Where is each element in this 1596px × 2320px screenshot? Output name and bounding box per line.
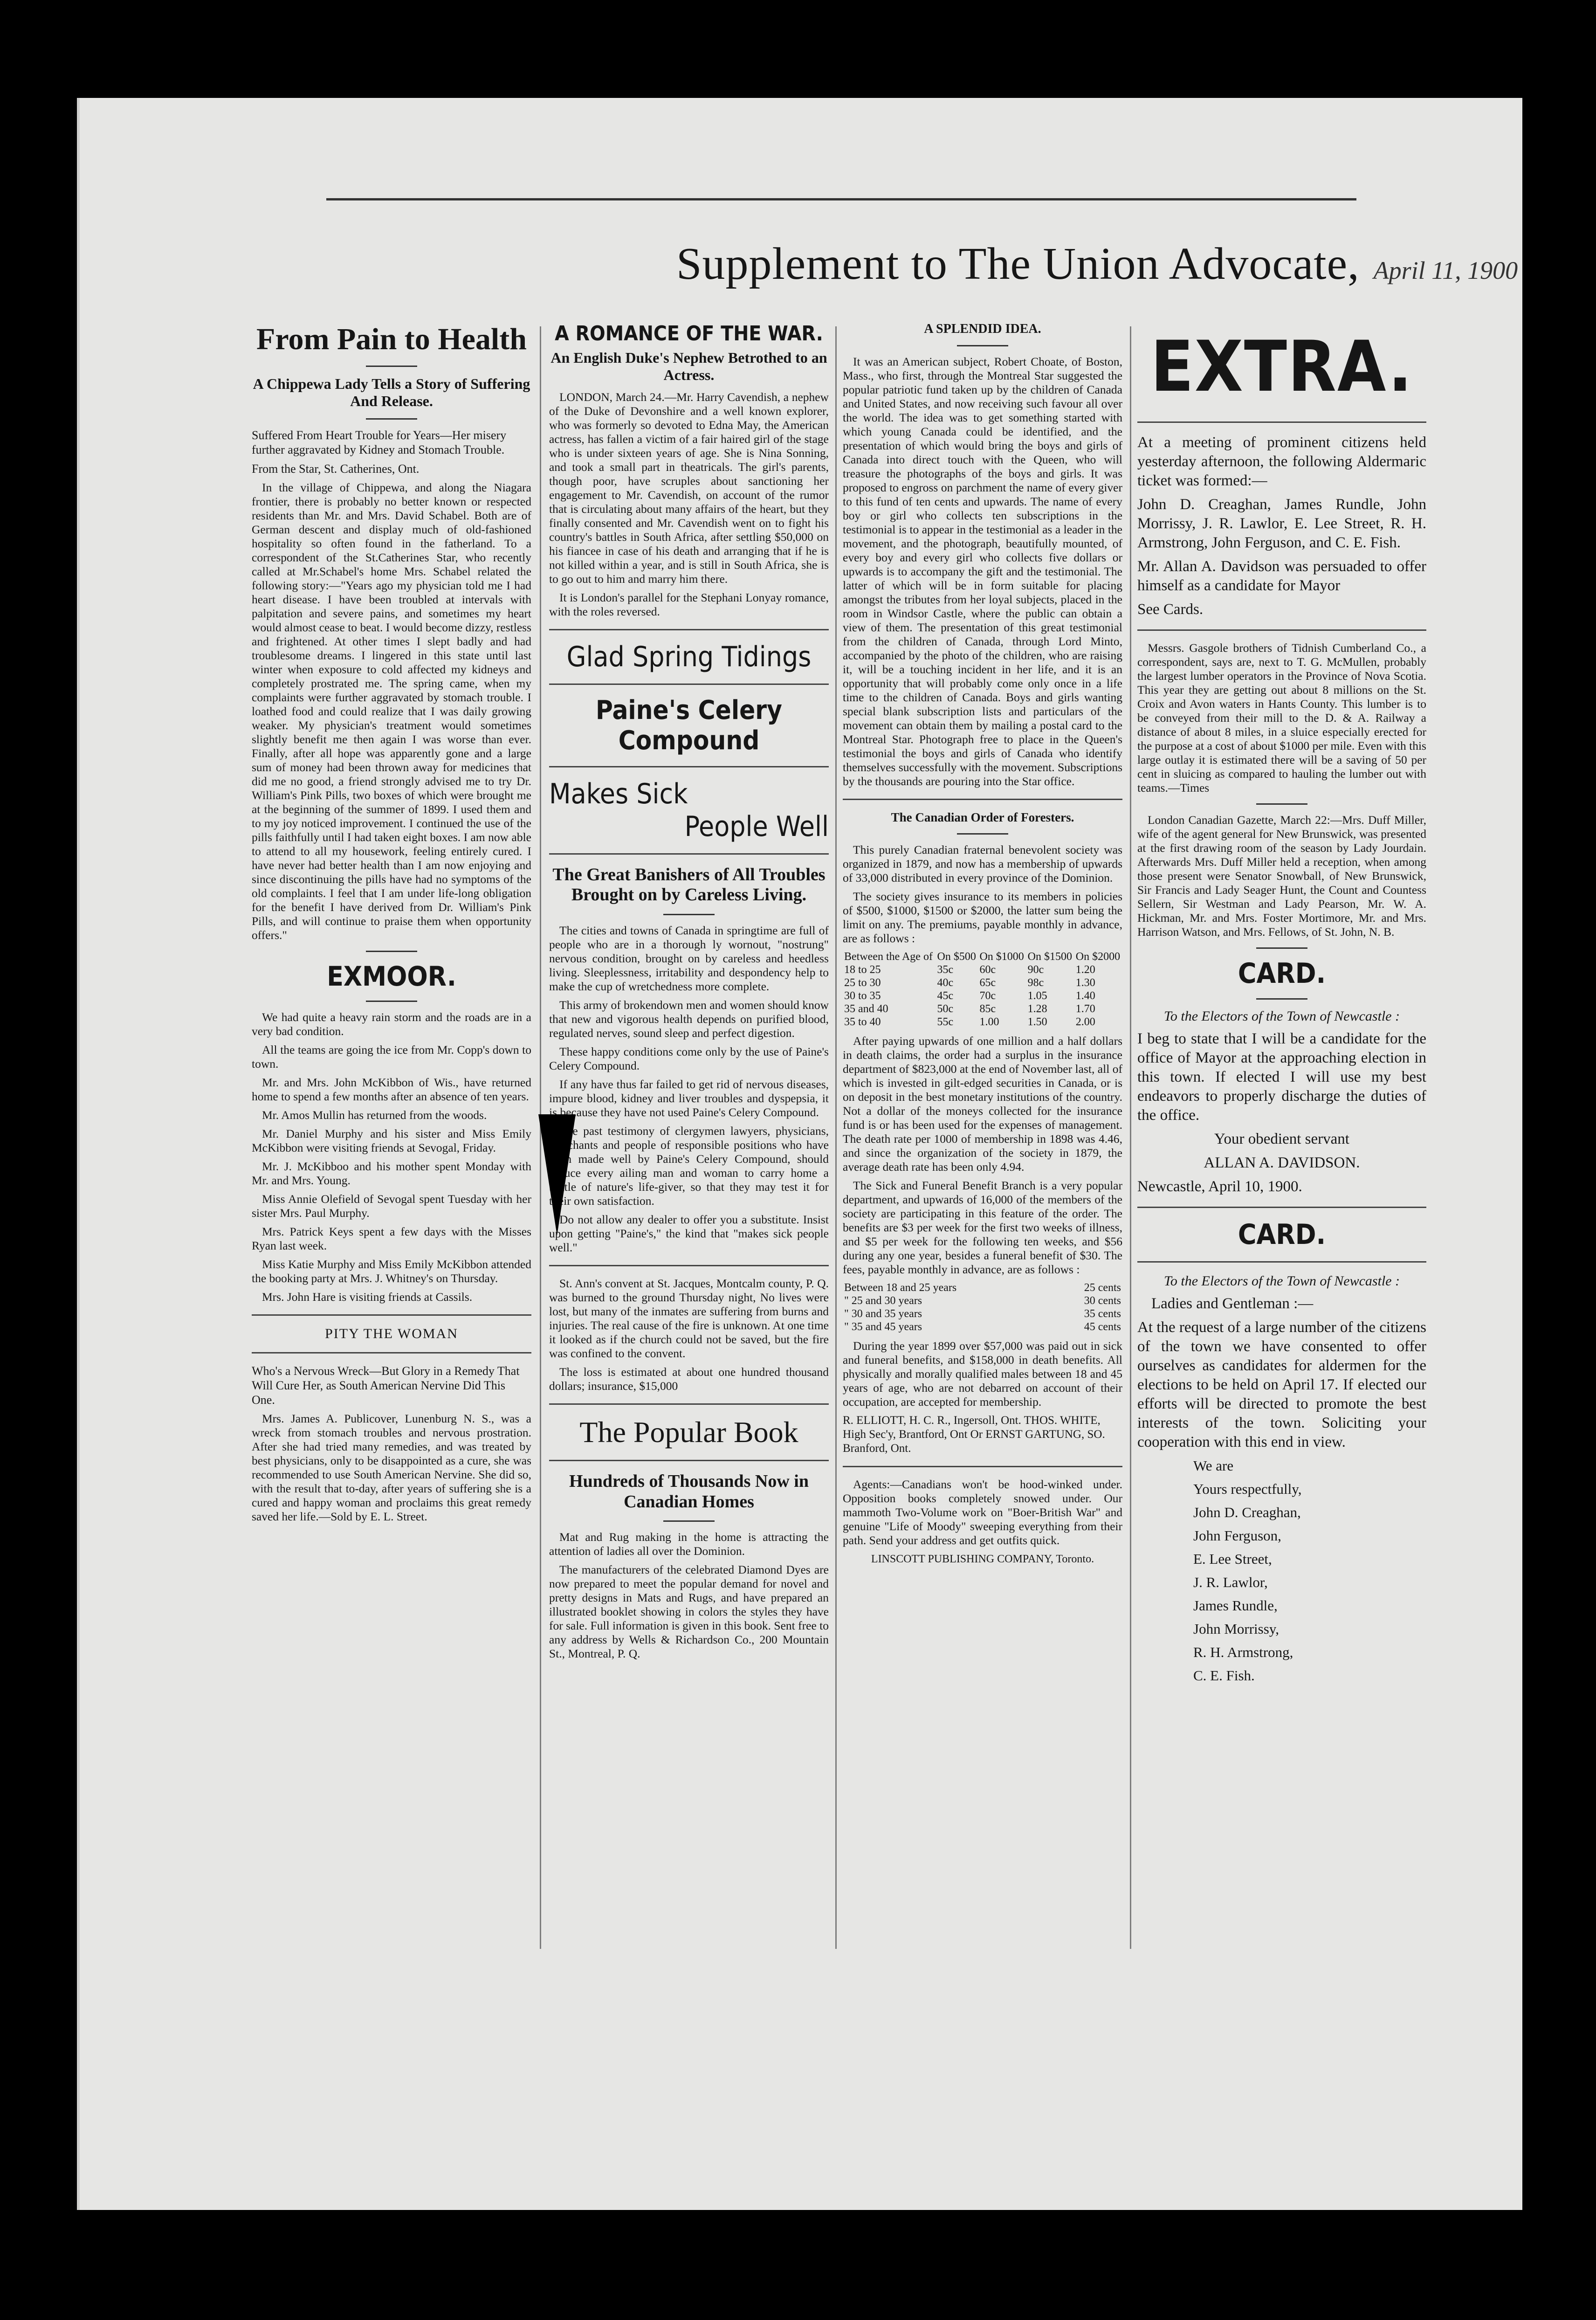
- headline-pity-the-woman: PITY THE WOMAN: [325, 1326, 458, 1341]
- table-cell: 45 cents: [1084, 1321, 1121, 1333]
- table-cell: 1.20: [1075, 964, 1095, 976]
- lead-paragraph: Suffered From Heart Trouble for Years—Her misery further aggravated by Kidney and Stomach Trouble.: [252, 428, 507, 456]
- table-cell: 35 and 40: [844, 1003, 888, 1015]
- table-row: [843, 1294, 1122, 1307]
- candidate-name: John D. Creaghan,: [1193, 1504, 1301, 1520]
- table-header-cell: On $2000: [1075, 951, 1121, 963]
- exmoor-item: Mr. and Mrs. John McKibbon of Wis., have returned home to spend a few months after an absence of ten years.: [252, 1075, 531, 1103]
- extra-paragraph: Mr. Allan A. Davidson was persuaded to offer himself as a candidate for Mayor: [1137, 558, 1426, 594]
- column-2: [549, 322, 829, 1921]
- card-salutation: Ladies and Gentleman :—: [1151, 1295, 1314, 1312]
- candidate-name: James Rundle,: [1193, 1597, 1278, 1614]
- pity-lead: Who's a Nervous Wreck—But Glory in a Remedy That Will Cure Her, as South American Nervine Did This One.: [252, 1364, 520, 1407]
- table-row: [843, 989, 1122, 1002]
- divider: [1256, 803, 1307, 805]
- divider: [1137, 1207, 1426, 1208]
- ad-paragraph: This army of brokendown men and women should know that new and vigorous health depends on purified blood, regulated nerves, sound sleep and perfect digestion.: [549, 998, 829, 1040]
- table-cell: 30 to 35: [844, 990, 881, 1002]
- convent-paragraph: St. Ann's convent at St. Jacques, Montcalm county, P. Q. was burned to the ground Thursday night, No lives were lost, but many of the inmates are suffering from burns and injuries. The real cause of the fire is unknown. At one time it looked as if the church could not be saved, but the fire was confined to the convent.: [549, 1276, 829, 1360]
- card-address: To the Electors of the Town of Newcastle :: [1163, 1273, 1400, 1289]
- table-cell: 25 to 30: [844, 977, 881, 989]
- extra-headline: EXTRA.: [1150, 326, 1413, 407]
- divider: [366, 1001, 417, 1002]
- ad-paragraph: The past testimony of clergymen lawyers, physicians, merchants and people of responsible positions who have been made well by Paine's Celery Compound, should induce every ailing man and woman to carry home a bottle of nature's life-giver, so that they may test it for their own satisfaction.: [549, 1124, 829, 1208]
- book-paragraph: The manufacturers of the celebrated Diamond Dyes are now prepared to meet the popular demand for novel and pretty designs in Mats and Rugs, and have prepared an illustrated booklet showing in colors the styles they have for sale. Full information is given in this book. Sent free to any address by Wells & Richardson Co., 200 Mountain St., Montreal, P. Q.: [549, 1563, 829, 1661]
- table-row: [843, 976, 1122, 989]
- candidate-name: E. Lee Street,: [1193, 1551, 1272, 1567]
- signature-block: R. ELLIOTT, H. C. R., Ingersoll, Ont. THOS. WHITE, High Sec'y, Brantford, Ont Or ERNST GARTUNG, SO. Branford, Ont.: [843, 1414, 1105, 1455]
- table-cell: " 25 and 30 years: [844, 1295, 922, 1307]
- article-body: Messrs. Gasgole brothers of Tidnish Cumberland Co., a correspondent, says are, next to T. G. McMullen, probably the largest lumber operators in the Province of Nova Scotia. This year they are getting out about 8 millions on the St. Croix and Avon waters in Hants County. This lumber is to be conveyed from their mill to the D. & A. Railway a distance of about 8 miles, in a sluice especially erected for the purpose at a cost of about $1000 per mile. Even with this large outlay it is estimated there will be a saving of 50 per cent in sluicing as compared to hauling the lumber out with teams.—Times: [1137, 641, 1426, 794]
- ad-headline: Paine's Celery Compound: [596, 695, 782, 756]
- article-body: In the village of Chippewa, and along the Niagara frontier, there is probably no better known or respected residents than Mr. and Mrs. David Schabel. Both are of German descent and display much of old-fashioned hospitality so often found in the fatherland. To a correspondent of the St.Catherines Star, who recently called at Mr.Schabel's home Mrs. Schabel related the following story:—"Years ago my physician told me I had heart disease. I have been troubled at intervals with palpitation and severe pains, and sometimes my heart would almost cease to beat. I would become dizzy, restless and frightened. At other times I slept badly and had troublesome dreams. I lingered in this state until last winter when exposure to cold affected my kidneys and completely prostrated me. The spring came, when my complaints were further aggravated by stomach trouble. I loathed food and could realize that I was daily growing weaker. My physician's treatment would sometimes slightly benefit me then again I was worse than ever. Finally, after all hope was apparently gone and a large sum of money had been thrown away for medicines that did me no good, a friend strongly advised me to try Dr. William's Pink Pills, two boxes of which were brought me at the beginning of the summer of 1899. I used them and to my joy noticed improvement. I continued the use of the pills faithfully until I had taken eight boxes. I am now able to attend to all my housework, feeling entirely cured. I have never had better health than I am now enjoying and since discontinuing the pills have had no symptoms of the old complaints. I feel that I am under life-long obligation for the benefit I have derived from Dr. William's Pink Pills, and will continue to praise them when opportunity offers.": [252, 480, 531, 942]
- book-paragraph: Mat and Rug making in the home is attracting the attention of ladies all over the Dominion.: [549, 1530, 829, 1558]
- article-body: The society gives insurance to its members in policies of $500, $1000, $1500 or $2000, the latter sum being the limit on any. The premiums, payable monthly in advance, are as follows :: [843, 890, 1122, 945]
- card-signature: ALLAN A. DAVIDSON.: [1204, 1154, 1360, 1171]
- divider: [549, 684, 829, 685]
- masthead-rule: [326, 198, 1356, 200]
- table-cell: 25 cents: [1084, 1282, 1121, 1294]
- column-1: [252, 322, 531, 1972]
- exmoor-item: Mr. Amos Mullin has returned from the woods.: [262, 1108, 487, 1122]
- ad-paragraph: The cities and towns of Canada in springtime are full of people who are in a thorough ly wornout, "nostrung" nervous condition, brought on by careless and heedless living. Sleeplessness, irritability and despondency help to make the cup of wretchedness more complete.: [549, 923, 829, 993]
- exmoor-item: Mr. Daniel Murphy and his sister and Miss Emily McKibbon were visiting friends at Sevogal, Friday.: [252, 1126, 531, 1154]
- card-date: Newcastle, April 10, 1900.: [1137, 1178, 1302, 1195]
- divider: [549, 629, 829, 630]
- article-body: It is London's parallel for the Stephani Lonyay romance, with the roles reversed.: [549, 590, 829, 618]
- candidate-name: R. H. Armstrong,: [1193, 1644, 1293, 1660]
- table-cell: 35 cents: [1084, 1308, 1121, 1320]
- book-headline: The Popular Book: [579, 1415, 798, 1449]
- divider: [549, 1265, 829, 1266]
- headline-splendid-idea: A SPLENDID IDEA.: [924, 322, 1041, 336]
- ad-paragraph: These happy conditions come only by the use of Paine's Celery Compound.: [549, 1044, 829, 1072]
- candidate-name: John Ferguson,: [1193, 1527, 1281, 1544]
- subheadline: An English Duke's Nephew Betrothed to an Actress.: [550, 349, 827, 383]
- table-cell: 30 cents: [1084, 1295, 1121, 1307]
- table-cell: " 30 and 35 years: [844, 1308, 922, 1320]
- divider: [957, 345, 1008, 346]
- table-cell: 60c: [979, 964, 996, 976]
- divider: [549, 1403, 829, 1405]
- article-body: After paying upwards of one million and a half dollars in death claims, the order had a surplus in the insurance department of $823,000 at the end of November last, all of which is invested in gilt-edged securities in Canada, or is on deposit in the best monetary institutions of the country. Not a dollar of the moneys collected for the insurance fund is or has been used for the expenses of management. The death rate per 1000 of membership in 1898 was 4.46, and since the organization of the society in 1879, the average death rate has been only 4.94.: [843, 1034, 1122, 1174]
- masthead-title: Supplement to The Union Advocate,: [676, 239, 1360, 289]
- ad-paragraph: If any have thus far failed to get rid of nervous diseases, impure blood, kidney and liver troubles and dyspepsia, it is because they have not used Paine's Celery Compound.: [549, 1077, 829, 1119]
- exmoor-item: We had quite a heavy rain storm and the roads are in a very bad condition.: [252, 1010, 531, 1038]
- table-cell: " 35 and 45 years: [844, 1321, 922, 1333]
- divider: [843, 1466, 1122, 1467]
- table-row: [843, 1307, 1122, 1320]
- table-cell: 90c: [1027, 964, 1044, 976]
- divider: [663, 1520, 715, 1522]
- table-cell: 35 to 40: [844, 1016, 881, 1028]
- table-cell: 1.05: [1027, 990, 1047, 1002]
- headline-exmoor: EXMOOR.: [327, 960, 456, 992]
- divider: [366, 366, 417, 367]
- headline-pain-to-health: From Pain to Health: [256, 322, 527, 356]
- article-body: London Canadian Gazette, March 22:—Mrs. Duff Miller, wife of the agent general for New Brunswick, was presented at the first drawing room of the season by Lady Jourdain. Afterwards Mrs. Duff Miller held a reception, when among those present were Senator Snowball, of New Brunswick, Sir Francis and Lady Seager Hunt, the Count and Countess Sellern, Sir Westman and Lady Pearson, Mr. W. A. Hickman, Mr. and Mrs. Foster Mortimore, Mr. and Mrs. Harrison Watson, and Mrs. Fellows, of St. John, N. B.: [1137, 813, 1426, 939]
- card-closing: Your obedient servant: [1214, 1131, 1349, 1147]
- exmoor-item: All the teams are going the ice from Mr. Copp's down to town.: [252, 1043, 531, 1070]
- table-cell: 18 to 25: [844, 964, 881, 976]
- table-cell: 35c: [937, 964, 954, 976]
- extra-paragraph: At a meeting of prominent citizens held yesterday afternoon, the following Aldermaric ticket was formed:—: [1137, 434, 1426, 489]
- article-body: The Sick and Funeral Benefit Branch is a very popular department, and upwards of 16,000 of the members of the society are participating in this feature of the order. The benefits are $3 per week for the first two weeks of illness, and $5 per week for the following ten weeks, and $56 during any one year, besides a funeral benefit of $30. The fees, payable monthly in advance, are as follows :: [843, 1179, 1122, 1276]
- card-body: At the request of a large number of the citizens of the town we have consented to offer ourselves as candidates for aldermen for the elections to be held on April 17. If elected our efforts will be directed to promote the best interests of the town. Soliciting your cooperation with this end in view.: [1137, 1319, 1426, 1450]
- table-cell: 55c: [937, 1016, 954, 1028]
- table-cell: 1.28: [1027, 1003, 1047, 1015]
- exmoor-item: Mrs. John Hare is visiting friends at Cassils.: [262, 1290, 473, 1304]
- table-row: [843, 1002, 1122, 1015]
- card-body: I beg to state that I will be a candidate for the office of Mayor at the approaching election in this town. If elected I will use my best endeavors to properly discharge the duties of the office.: [1137, 1030, 1426, 1124]
- table-row: [843, 1015, 1122, 1029]
- divider: [843, 799, 1122, 800]
- convent-paragraph: The loss is estimated at about one hundred thousand dollars; insurance, $15,000: [549, 1365, 829, 1393]
- table-cell: 1.30: [1075, 977, 1095, 989]
- table-cell: 85c: [979, 1003, 996, 1015]
- ad-headline: Makes Sick: [549, 777, 688, 810]
- divider: [957, 833, 1008, 835]
- column-divider: [835, 326, 837, 1949]
- table-cell: 2.00: [1075, 1016, 1095, 1028]
- exmoor-item: Mr. J. McKibboo and his mother spent Monday with Mr. and Mrs. Young.: [252, 1159, 531, 1187]
- divider: [549, 1460, 829, 1461]
- table-cell: 1.00: [979, 1016, 999, 1028]
- table-cell: 45c: [937, 990, 954, 1002]
- table-cell: Between 18 and 25 years: [844, 1282, 957, 1294]
- divider: [663, 914, 715, 915]
- card-headline: CARD.: [1238, 957, 1326, 990]
- column-3: [843, 322, 1122, 1884]
- table-cell: 65c: [979, 977, 996, 989]
- exmoor-item: Miss Katie Murphy and Miss Emily McKibbon attended the booking party at Mrs. J. Whitney's on Thursday.: [252, 1257, 531, 1285]
- candidate-name: J. R. Lawlor,: [1193, 1574, 1268, 1590]
- paper-tear: [538, 1114, 576, 1236]
- divider: [366, 951, 417, 952]
- fees-table: [843, 1281, 1122, 1333]
- card-address: To the Electors of the Town of Newcastle :: [1163, 1008, 1400, 1024]
- premium-table: [843, 950, 1122, 1029]
- column-4: [1137, 322, 1426, 1926]
- masthead: [676, 238, 1522, 294]
- table-header-row: [843, 950, 1122, 963]
- divider: [1137, 1261, 1426, 1263]
- table-cell: 50c: [937, 1003, 954, 1015]
- table-header-cell: Between the Age of: [844, 951, 933, 963]
- article-body: LONDON, March 24.—Mr. Harry Cavendish, a nephew of the Duke of Devonshire and a well known explorer, who was formerly so devoted to Edna May, the American actress, has fallen a victim of a fair haired girl of the stage who is under sixteen years of age. She is Nina Sonning, and took a small part in theatricals. The girl's parents, though poor, have scruples about sanctioning her engagement to Mr. Cavendish, on account of the rumor that is circulating about many affairs of the heart, but they finally consented and Mr. Cavendish went on to fight his country's battles in South Africa, after settling $50,000 on his fiancee in case of his death and arranging that if he is not killed within a year, and is still in South Africa, she is to go out to him and marry him there.: [549, 390, 829, 586]
- headline-foresters: The Canadian Order of Foresters.: [891, 810, 1074, 824]
- article-body: During the year 1899 over $57,000 was paid out in sick and funeral benefits, and $158,000 in death benefits. All physically and morally qualified males between 18 and 45 years of age, who are not debarred on account of their occupation, are accepted for membership.: [843, 1339, 1122, 1409]
- divider: [1137, 629, 1426, 631]
- card-closing: Yours respectfully,: [1193, 1481, 1302, 1497]
- agents-notice: Agents:—Canadians won't be hood-winked under. Opposition books completely snowed under. Our mammoth Two-Volume work on "Boer-British War" and genuine "Life of Moody" sweeping everything from their path. Send your address and get outfits quick.: [843, 1478, 1122, 1547]
- table-header-cell: On $1000: [979, 951, 1024, 963]
- table-row: [843, 963, 1122, 976]
- ad-headline: People Well: [684, 810, 829, 843]
- table-cell: 40c: [937, 977, 954, 989]
- table-cell: 1.50: [1027, 1016, 1047, 1028]
- divider: [252, 1314, 531, 1316]
- headline-romance-of-war: A ROMANCE OF THE WAR.: [555, 322, 823, 345]
- table-header-cell: On $1500: [1027, 951, 1072, 963]
- table-cell: 1.70: [1075, 1003, 1095, 1015]
- divider: [1137, 421, 1426, 423]
- book-subheadline: Hundreds of Thousands Now in Canadian Homes: [569, 1471, 809, 1512]
- ad-subheadline: The Great Banishers of All Troubles Brought on by Careless Living.: [552, 864, 826, 905]
- exmoor-item: Miss Annie Olefield of Sevogal spent Tuesday with her sister Mrs. Paul Murphy.: [252, 1192, 531, 1220]
- card-headline: CARD.: [1238, 1218, 1326, 1251]
- table-row: [843, 1320, 1122, 1333]
- card-we-are: We are: [1193, 1457, 1234, 1474]
- divider: [366, 418, 417, 420]
- article-body: This purely Canadian fraternal benevolent society was organized in 1879, and now has a membership of upwards of 33,000 distributed in every province of the Dominion.: [843, 843, 1122, 884]
- column-divider: [1130, 326, 1131, 1949]
- divider: [1256, 947, 1307, 949]
- divider: [1256, 998, 1307, 1000]
- agents-signature: LINSCOTT PUBLISHING COMPANY, Toronto.: [871, 1553, 1094, 1565]
- ad-headline: Glad Spring Tidings: [566, 640, 812, 673]
- table-row: [843, 1281, 1122, 1294]
- ad-paragraph: Do not allow any dealer to offer you a substitute. Insist upon getting "Paine's," the kind that "makes sick people well.": [549, 1212, 829, 1254]
- candidate-name: John Morrissy,: [1193, 1621, 1280, 1637]
- extra-paragraph: See Cards.: [1137, 601, 1204, 618]
- subheadline: A Chippewa Lady Tells a Story of Suffering And Release.: [253, 375, 530, 409]
- masthead-date: April 11, 1900: [1373, 256, 1518, 284]
- dateline: From the Star, St. Catherines, Ont.: [252, 462, 420, 476]
- article-body: It was an American subject, Robert Choate, of Boston, Mass., who first, through the Montreal Star suggested the popular patriotic fund taken up by the children of Canada and United States, and now receiving such favour all over the world. The idea was to get something started with which young Canada could be identified, and the presentation of which would bring the boys and girls of Canada into direct touch with the Queen, who will treasure the photographs of the boys and girls. It was proposed to engross on parchment the name of every giver to this fund of ten cents and upwards. The name of every boy or girl who collects ten subscriptions in the testimonial is to appear in the testimonial as a leader in the movement, and the photograph, beautifully mounted, of every boy and every girl who collects five dollars or upwards is to accompany the gift and the testimonial. The latter of which will be in form suitable for placing amongst the tributes from her loyal subjects, placed in the room in Windsor Castle, where the public can obtain a view of them. The presentation of this great testimonial from the children of Canada, through Lord Minto, accompanied by the photo of the children, who are raising it, will be a touching incident in her life, and it is an opportunity that will probably come only once in a life time to the children of Canada. Boys and girls wanting special blank subscription lists and particulars of the movement can obtain them by mailing a postal card to the Montreal Star. Photograph free to place in the Queen's testimonial the boys and girls of Canada who identify themselves successfully with the movement. Subscriptions by the thousands are pouring into the Star office.: [843, 355, 1122, 788]
- exmoor-item: Mrs. Patrick Keys spent a few days with the Misses Ryan last week.: [252, 1224, 531, 1252]
- divider: [549, 766, 829, 767]
- table-header-cell: On $500: [937, 951, 976, 963]
- candidate-name: C. E. Fish.: [1193, 1667, 1255, 1684]
- table-cell: 1.40: [1075, 990, 1095, 1002]
- pity-body: Mrs. James A. Publicover, Lunenburg N. S., was a wreck from stomach troubles and nervous prostration. After she had tried many remedies, and was treated by best physicians, only to be disappointed as a cure, she was recommended to use South American Nervine. She did so, with the result that to-day, after years of suffering she is a cured and happy woman and proclaims this great remedy saved her life.—Sold by E. L. Street.: [252, 1411, 531, 1523]
- table-cell: 98c: [1027, 977, 1044, 989]
- table-cell: 70c: [979, 990, 996, 1002]
- divider: [549, 853, 829, 855]
- extra-paragraph: John D. Creaghan, James Rundle, John Morrissy, J. R. Lawlor, E. Lee Street, R. H. Armstrong, John Ferguson, and C. E. Fish.: [1137, 496, 1426, 551]
- divider: [252, 1352, 531, 1353]
